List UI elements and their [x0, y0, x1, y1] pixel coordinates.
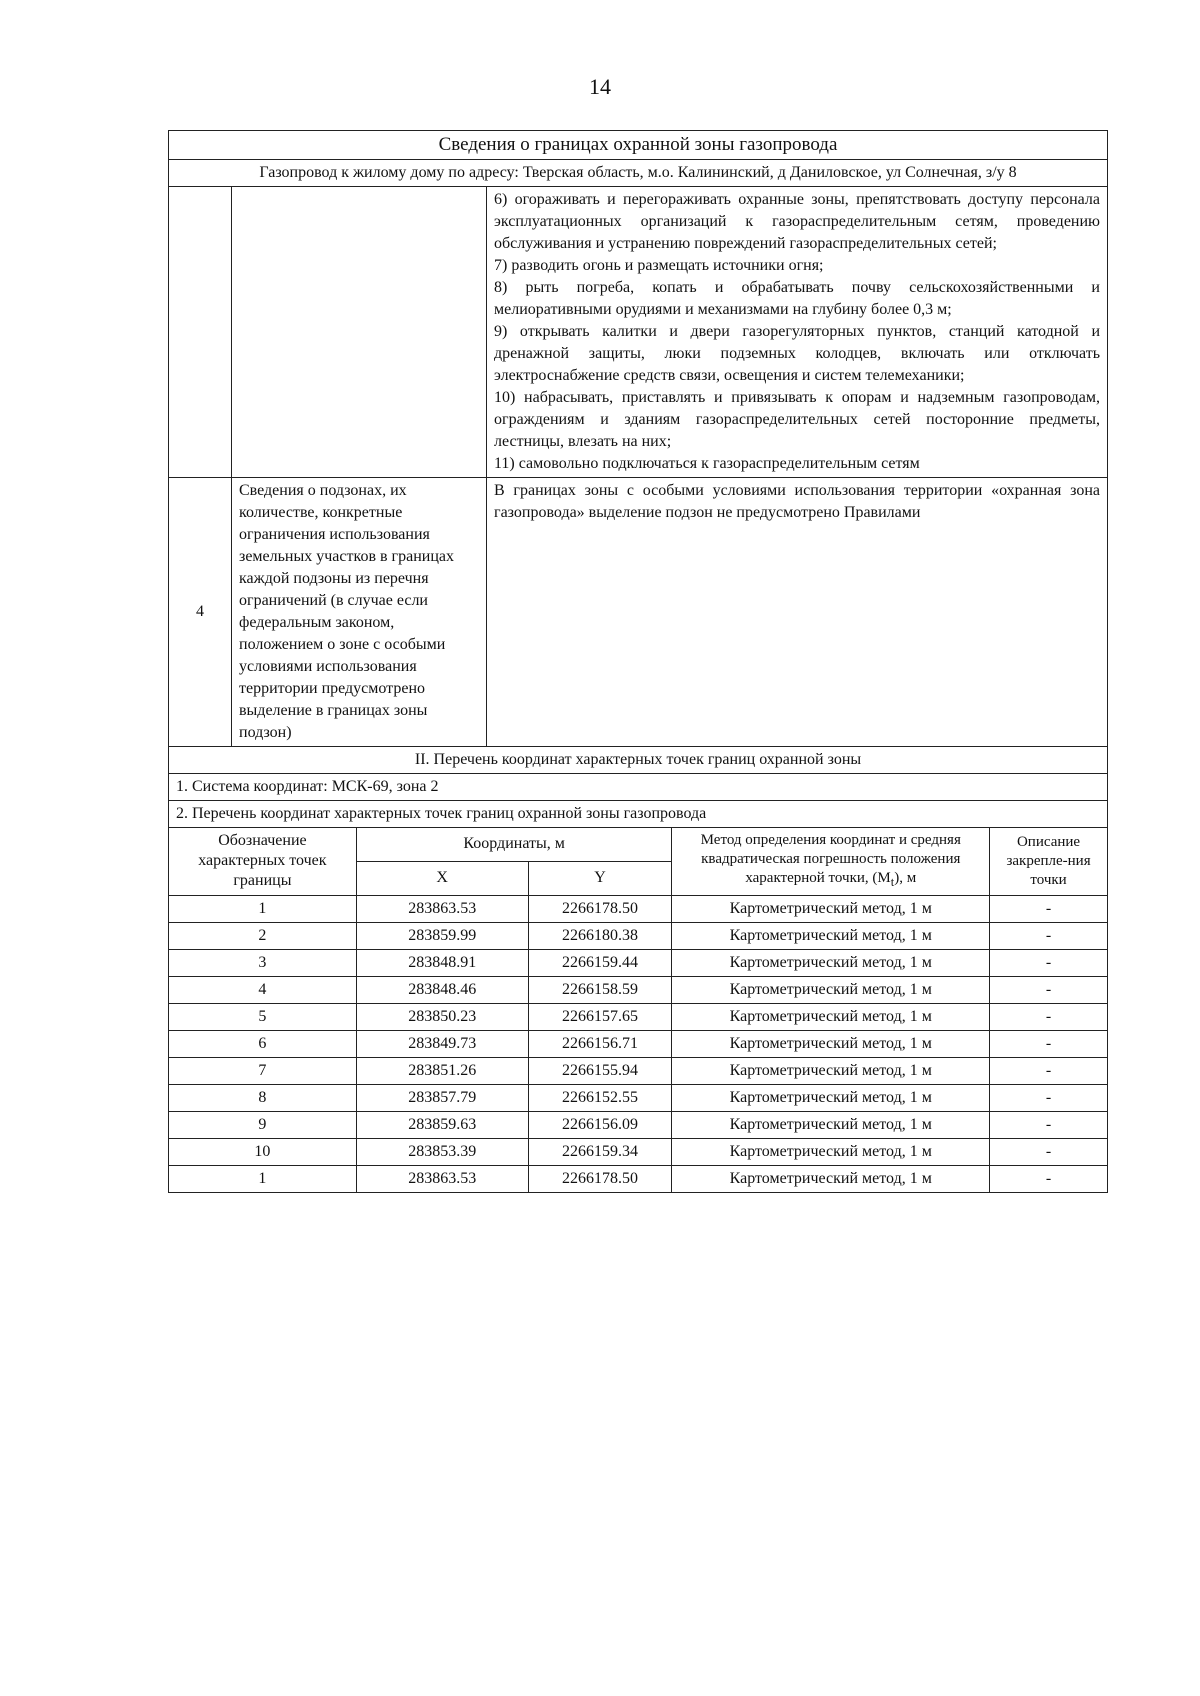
restriction-item: 11) самовольно подключаться к газораспределительным сетям [494, 455, 920, 472]
header-fixing: Описание закрепле-ния точки [990, 827, 1108, 895]
cell-y: 2266180.38 [528, 922, 672, 949]
restriction-item: 8) рыть погреба, копать и обрабатывать почву сельскохозяйственными и мелиоративными орудиями и механизмами на глубину более 0,3 м; [494, 279, 1100, 318]
cell-method: Картометрический метод, 1 м [672, 949, 990, 976]
coordinates-body [169, 895, 1108, 1192]
cell-y: 2266159.34 [528, 1138, 672, 1165]
table-row [169, 1111, 1108, 1138]
cell-x: 283850.23 [356, 1003, 528, 1030]
cell-x: 283857.79 [356, 1084, 528, 1111]
cell-point: 9 [169, 1111, 357, 1138]
cell-point: 4 [169, 976, 357, 1003]
cell-x: 283848.46 [356, 976, 528, 1003]
section-title: II. Перечень координат характерных точек границ охранной зоны [169, 747, 1108, 774]
cell-y: 2266156.09 [528, 1111, 672, 1138]
cell-method: Картометрический метод, 1 м [672, 976, 990, 1003]
restrictions-list [487, 187, 1108, 478]
cell-method: Картометрический метод, 1 м [672, 1111, 990, 1138]
cell-y: 2266157.65 [528, 1003, 672, 1030]
cell-fixing: - [990, 1030, 1108, 1057]
table-row [169, 1138, 1108, 1165]
row-name-empty [232, 187, 487, 478]
restriction-item: 7) разводить огонь и размещать источники огня; [494, 257, 824, 274]
restriction-item: 6) огораживать и перегораживать охранные зоны, препятствовать доступу персонала эксплуатационных организаций к газораспределительным сетям, проведению обслуживания и устранению повреждений газораспределительных сетей; [494, 191, 1100, 252]
cell-method: Картометрический метод, 1 м [672, 1030, 990, 1057]
row-name: Сведения о подзонах, их количестве, конкретные ограничения использования земельных участков в границах каждой подзоны из перечня ограничений (в случае если федеральным законом, положением о зоне с особыми условиями использования территории предусмотрено выделение в границах зоны подзон) [232, 478, 487, 747]
table-row [169, 1003, 1108, 1030]
row-value: В границах зоны с особыми условиями использования территории «охранная зона газопровода» выделение подзон не предусмотрено Правилами [487, 478, 1108, 747]
cell-y: 2266155.94 [528, 1057, 672, 1084]
cell-method: Картометрический метод, 1 м [672, 1057, 990, 1084]
header-x: X [356, 861, 528, 895]
coordinates-table [168, 827, 1108, 1193]
table-title: Сведения о границах охранной зоны газопровода [169, 131, 1108, 160]
cell-fixing: - [990, 1057, 1108, 1084]
table-row [169, 1165, 1108, 1192]
coordinate-system: 1. Система координат: МСК-69, зона 2 [169, 774, 1108, 801]
restriction-item: 9) открывать калитки и двери газорегуляторных пунктов, станций катодной и дренажной защиты, люки подземных колодцев, включать или отключать электроснабжение средств связи, освещения и систем телемеханики; [494, 323, 1100, 384]
cell-method: Картометрический метод, 1 м [672, 922, 990, 949]
cell-point: 7 [169, 1057, 357, 1084]
table-row [169, 1084, 1108, 1111]
cell-point: 8 [169, 1084, 357, 1111]
table-row [169, 1057, 1108, 1084]
cell-y: 2266178.50 [528, 895, 672, 922]
header-y: Y [528, 861, 672, 895]
cell-x: 283851.26 [356, 1057, 528, 1084]
cell-y: 2266156.71 [528, 1030, 672, 1057]
cell-y: 2266152.55 [528, 1084, 672, 1111]
row-number: 4 [169, 478, 232, 747]
cell-x: 283849.73 [356, 1030, 528, 1057]
cell-x: 283853.39 [356, 1138, 528, 1165]
zone-info-table [168, 130, 1108, 828]
cell-fixing: - [990, 1138, 1108, 1165]
cell-point: 10 [169, 1138, 357, 1165]
page-number: 14 [589, 74, 611, 99]
cell-fixing: - [990, 895, 1108, 922]
table-row [169, 895, 1108, 922]
cell-fixing: - [990, 976, 1108, 1003]
cell-fixing: - [990, 1003, 1108, 1030]
cell-point: 5 [169, 1003, 357, 1030]
cell-x: 283863.53 [356, 1165, 528, 1192]
restriction-item: 10) набрасывать, приставлять и привязывать к опорам и надземным газопроводам, ограждениям и зданиям газораспределительных сетей посторонние предметы, лестницы, влезать на них; [494, 389, 1100, 450]
header-point: Обозначение характерных точек границы [169, 827, 357, 895]
cell-y: 2266158.59 [528, 976, 672, 1003]
object-description: Газопровод к жилому дому по адресу: Тверская область, м.о. Калининский, д Даниловское, ул Солнечная, з/у 8 [169, 160, 1108, 187]
cell-y: 2266178.50 [528, 1165, 672, 1192]
table-row [169, 976, 1108, 1003]
header-coords: Координаты, м [356, 827, 672, 861]
cell-method: Картометрический метод, 1 м [672, 1003, 990, 1030]
cell-fixing: - [990, 922, 1108, 949]
cell-point: 1 [169, 1165, 357, 1192]
cell-x: 283859.63 [356, 1111, 528, 1138]
cell-fixing: - [990, 949, 1108, 976]
cell-x: 283859.99 [356, 922, 528, 949]
cell-method: Картометрический метод, 1 м [672, 1084, 990, 1111]
zone-info-sheet [168, 130, 1108, 1193]
cell-point: 2 [169, 922, 357, 949]
row-number-empty [169, 187, 232, 478]
subzones-row [169, 478, 1108, 747]
table-row [169, 922, 1108, 949]
cell-point: 1 [169, 895, 357, 922]
cell-method: Картометрический метод, 1 м [672, 1165, 990, 1192]
table-row [169, 1030, 1108, 1057]
cell-x: 283863.53 [356, 895, 528, 922]
cell-fixing: - [990, 1165, 1108, 1192]
cell-point: 3 [169, 949, 357, 976]
coordinate-list-title: 2. Перечень координат характерных точек границ охранной зоны газопровода [169, 801, 1108, 828]
restrictions-row [169, 187, 1108, 478]
cell-x: 283848.91 [356, 949, 528, 976]
cell-point: 6 [169, 1030, 357, 1057]
header-method: Метод определения координат и средняя квадратическая погрешность положения характерной точки, $(M_t)$, м [672, 827, 990, 895]
cell-fixing: - [990, 1084, 1108, 1111]
cell-fixing: - [990, 1111, 1108, 1138]
cell-y: 2266159.44 [528, 949, 672, 976]
cell-method: Картометрический метод, 1 м [672, 895, 990, 922]
table-row [169, 949, 1108, 976]
cell-method: Картометрический метод, 1 м [672, 1138, 990, 1165]
